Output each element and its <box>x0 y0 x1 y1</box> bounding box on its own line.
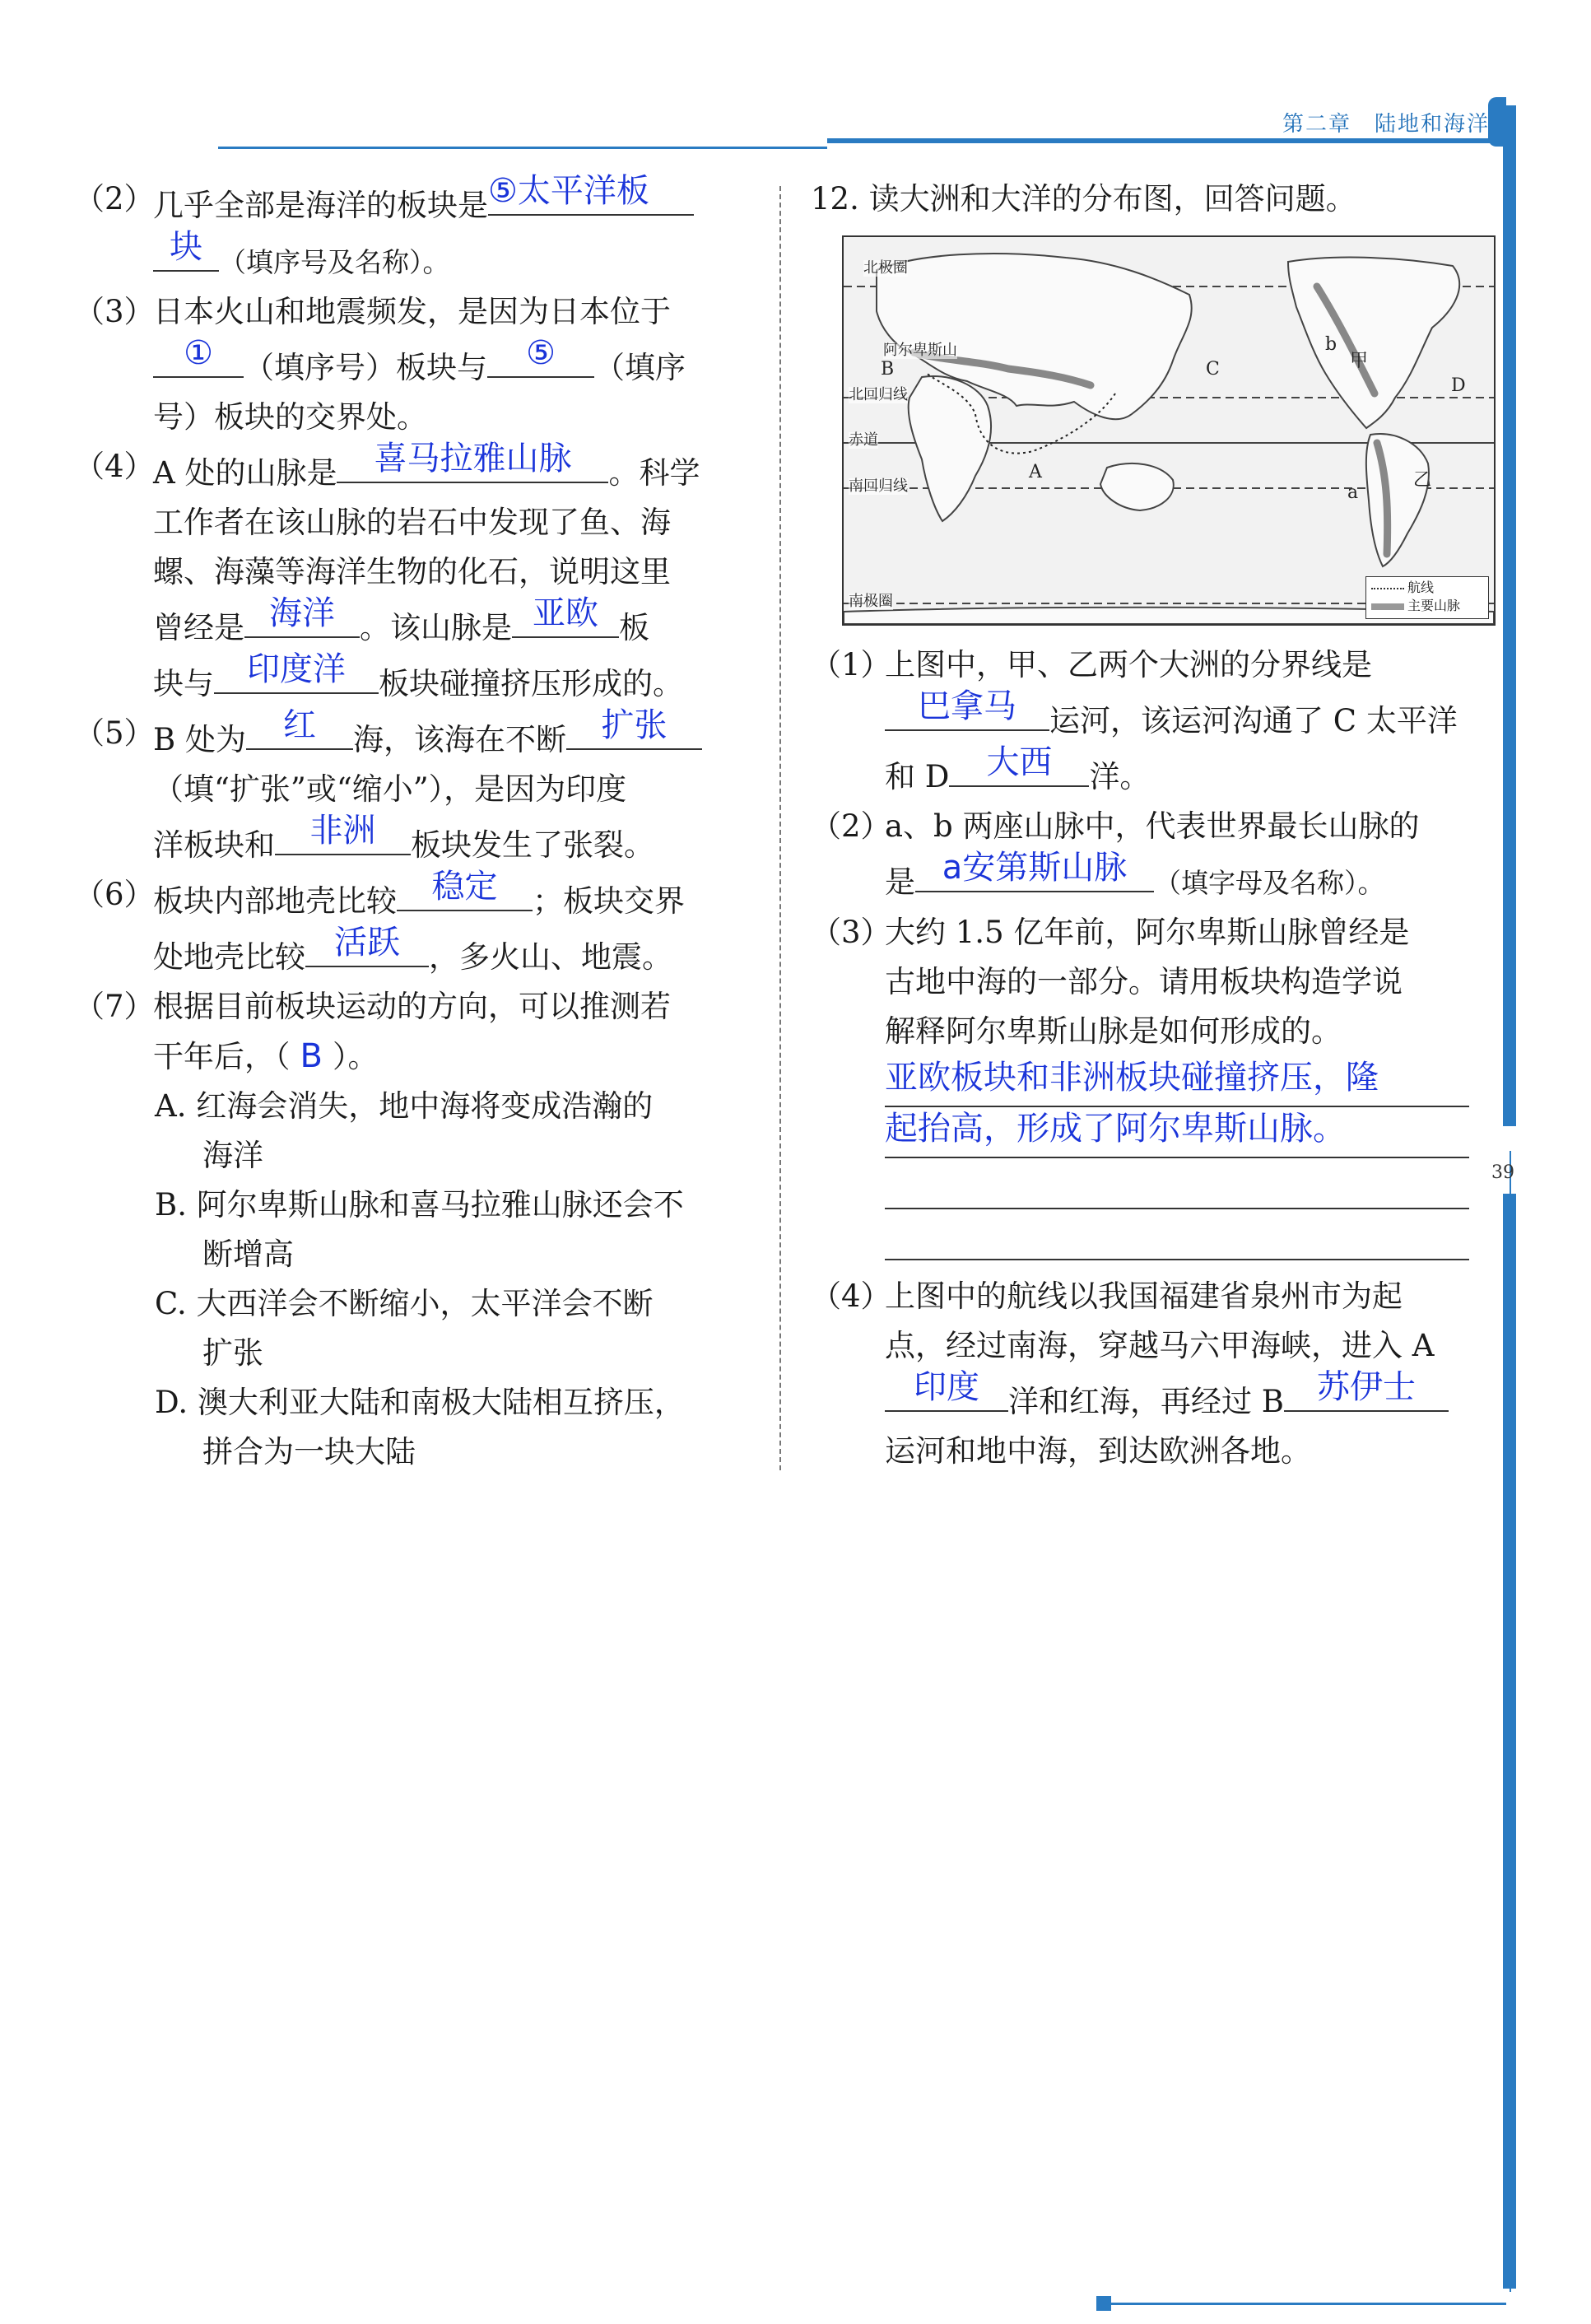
answer-blank[interactable] <box>949 743 1089 787</box>
answer-blank[interactable] <box>246 706 353 750</box>
question-text: 号）板块的交界处。 <box>153 399 427 435</box>
question-text: 运河和地中海，到达欧洲各地。 <box>885 1433 1311 1469</box>
answer-line-1[interactable] <box>885 1056 1469 1107</box>
answer-blank[interactable] <box>915 851 1154 892</box>
question-text: 块与 <box>153 666 214 701</box>
handwritten-answer: 扩张 <box>601 706 668 744</box>
mountain-swatch <box>1371 603 1404 610</box>
question-text: a、b 两座山脉中，代表世界最长山脉的 <box>885 808 1420 844</box>
left-column <box>74 172 749 1477</box>
handwritten-answer: a安第斯山脉 <box>942 849 1128 887</box>
question-4 <box>74 442 749 709</box>
header-rule-thick <box>827 138 1494 143</box>
map-letter-a-mountain: a <box>1347 482 1359 503</box>
choice-option-c[interactable]: C. 大西洋会不断缩小，太平洋会不断 扩张 <box>155 1286 654 1371</box>
question-12-3 <box>811 908 1486 1260</box>
question-text: 解释阿尔卑斯山脉是如何形成的。 <box>885 1013 1342 1049</box>
answer-blank[interactable] <box>488 172 694 216</box>
handwritten-answer: 喜马拉雅山脉 <box>374 440 572 477</box>
question-number: （4） <box>811 1278 891 1314</box>
choice-option-b[interactable]: B. 阿尔卑斯山脉和喜马拉雅山脉还会不 断增高 <box>155 1187 684 1272</box>
answer-blank[interactable] <box>512 594 619 638</box>
page-number: 39 <box>1491 1162 1514 1183</box>
question-text: 洋。 <box>1089 759 1151 794</box>
handwritten-answer: 苏伊士 <box>1316 1368 1416 1406</box>
answer-line-3[interactable] <box>885 1158 1469 1209</box>
question-number: （7） <box>74 989 155 1024</box>
question-text: ，多火山、地震。 <box>429 939 672 975</box>
handwritten-answer: ⑤太平洋板 <box>488 172 649 210</box>
question-number: （2） <box>811 808 891 844</box>
handwritten-answer: ① <box>184 334 213 372</box>
question-text: 螺、海藻等海洋生物的化石，说明这里 <box>153 554 671 589</box>
choice-option-a[interactable]: A. 红海会消失，地中海将变成浩瀚的 海洋 <box>155 1088 654 1173</box>
north-america-continent <box>1288 258 1459 428</box>
label-arctic-circle: 北极圈 <box>863 259 908 277</box>
label-tropic-of-cancer: 北回归线 <box>849 386 908 403</box>
question-text: 洋和红海，再经过 B <box>1008 1384 1284 1419</box>
question-text: （填字母及名称）。 <box>1154 867 1385 899</box>
south-america-continent <box>1366 434 1432 566</box>
handwritten-answer: 亚欧板块和非洲板块碰撞挤压，隆 <box>885 1059 1379 1097</box>
question-text: B 处为 <box>153 722 246 757</box>
question-text: （填序 <box>594 350 686 385</box>
map-legend <box>1365 576 1489 619</box>
world-map-figure <box>842 235 1496 626</box>
question-number: （5） <box>74 715 155 751</box>
question-number: （3） <box>811 915 891 950</box>
question-text: 点，经过南海，穿越马六甲海峡，进入 A <box>885 1328 1435 1363</box>
map-letter-jia: 甲 <box>1350 351 1369 371</box>
answer-line-2[interactable] <box>885 1107 1469 1158</box>
map-letter-b-region: B <box>881 359 895 380</box>
handwritten-answer: 稳定 <box>431 868 498 906</box>
legend-route: 航线 <box>1407 580 1435 595</box>
label-antarctic-circle: 南极圈 <box>849 593 893 610</box>
footer-square <box>1096 2296 1111 2311</box>
question-5 <box>74 706 749 870</box>
handwritten-answer: 非洲 <box>309 812 376 850</box>
question-text: 运河，该运河沟通了 C 太平洋 <box>1049 703 1458 738</box>
answer-line-4[interactable] <box>885 1209 1469 1260</box>
question-text: 根据目前板块运动的方向，可以推测若 <box>153 989 671 1024</box>
map-letter-a-region: A <box>1029 462 1042 482</box>
answer-blank[interactable] <box>337 442 608 483</box>
question-text: ）。 <box>332 1039 379 1074</box>
question-number: （3） <box>74 294 155 329</box>
question-text: 板块碰撞挤压形成的。 <box>379 666 683 701</box>
right-margin-bar-lower <box>1503 1194 1516 2289</box>
map-letter-b-mountain: b <box>1325 334 1337 355</box>
question-text: 和 D <box>885 759 950 794</box>
question-3 <box>74 287 749 442</box>
answer-blank[interactable] <box>153 334 244 378</box>
question-text: 板块发生了张裂。 <box>411 827 654 863</box>
question-text: ；板块交界 <box>533 883 685 919</box>
answer-blank[interactable] <box>487 334 594 378</box>
handwritten-answer: ⑤ <box>526 334 556 372</box>
question-12-1 <box>811 640 1486 802</box>
answer-blank[interactable] <box>566 706 702 750</box>
question-text: 上图中的航线以我国福建省泉州市为起 <box>885 1278 1403 1314</box>
australia-continent <box>1100 463 1174 510</box>
question-text: （填序号）板块与 <box>244 350 487 385</box>
question-text: 海，该海在不断 <box>352 722 566 757</box>
question-text: （填“扩张”或“缩小”），是因为印度 <box>153 771 627 807</box>
question-text: 洋板块和 <box>153 827 275 863</box>
question-2 <box>74 172 749 287</box>
handwritten-answer: 块 <box>170 228 202 266</box>
label-equator: 赤道 <box>849 431 878 449</box>
header-rule-thin <box>218 147 827 149</box>
question-text: 板块内部地壳比较 <box>153 883 397 919</box>
map-graphic <box>844 237 1494 624</box>
answer-blank[interactable] <box>275 814 411 855</box>
map-letter-yi: 乙 <box>1413 470 1432 491</box>
question-text: 大约 1.5 亿年前，阿尔卑斯山脉曾经是 <box>885 915 1410 950</box>
question-text: 上图中，甲、乙两个大洲的分界线是 <box>885 647 1372 682</box>
question-text: A 处的山脉是 <box>153 455 337 491</box>
handwritten-answer: 印度洋 <box>247 650 346 688</box>
right-column <box>811 175 1486 1476</box>
handwritten-answer: B <box>300 1037 323 1075</box>
question-text: 是 <box>885 864 915 900</box>
question-text: 。科学 <box>608 455 700 491</box>
question-text: 干年后，（ <box>153 1039 291 1074</box>
right-margin-bar <box>1503 105 1516 1126</box>
question-12-2 <box>811 802 1486 908</box>
answer-blank[interactable] <box>153 228 219 272</box>
question-text: 古地中海的一部分。请用板块构造学说 <box>885 964 1403 999</box>
question-text: （填序号及名称）。 <box>219 246 450 278</box>
question-text: 几乎全部是海洋的板块是 <box>153 188 488 223</box>
chapter-header: 第二章 陆地和海洋 <box>1282 112 1490 137</box>
handwritten-answer: 大西 <box>986 743 1053 781</box>
label-tropic-of-capricorn: 南回归线 <box>849 477 908 495</box>
legend-mountain: 主要山脉 <box>1407 598 1461 613</box>
question-7 <box>74 982 749 1477</box>
label-alps: 阿尔卑斯山 <box>883 342 957 359</box>
question-number: （6） <box>74 877 155 912</box>
map-letter-c-region: C <box>1206 359 1220 380</box>
answer-blank[interactable] <box>885 1368 1008 1412</box>
question-text: 处地壳比较 <box>153 939 305 975</box>
handwritten-answer: 海洋 <box>269 594 335 632</box>
answer-blank[interactable] <box>397 870 533 911</box>
question-number: （4） <box>74 449 155 484</box>
choice-option-d[interactable]: D. 澳大利亚大陆和南极大陆相互挤压， 拼合为一块大陆 <box>155 1385 685 1469</box>
question-number: （1） <box>811 647 891 682</box>
answer-blank[interactable] <box>244 594 360 638</box>
question-text: 工作者在该山脉的岩石中发现了鱼、海 <box>153 505 671 540</box>
question-12-4 <box>811 1272 1486 1476</box>
africa-continent <box>909 376 991 521</box>
question-text: 曾经是 <box>153 610 244 645</box>
answer-blank[interactable] <box>305 926 429 967</box>
answer-blank[interactable] <box>1284 1368 1449 1412</box>
column-divider <box>779 186 781 1470</box>
handwritten-answer: 活跃 <box>334 924 400 962</box>
question-6 <box>74 870 749 982</box>
handwritten-answer: 起抬高，形成了阿尔卑斯山脉。 <box>885 1110 1346 1148</box>
footer-rule <box>1103 2303 1506 2305</box>
handwritten-answer: 亚欧 <box>533 594 598 632</box>
question-text: 板 <box>619 610 649 645</box>
handwritten-answer: 印度 <box>914 1368 979 1406</box>
question-number: （2） <box>74 181 155 217</box>
handwritten-answer: 红 <box>282 706 316 744</box>
question-12-title: 12. 读大洲和大洋的分布图，回答问题。 <box>811 181 1356 217</box>
question-text: 日本火山和地震频发，是因为日本位于 <box>153 294 671 329</box>
answer-blank[interactable] <box>214 650 379 694</box>
route-swatch <box>1371 588 1404 589</box>
answer-blank[interactable] <box>885 687 1049 731</box>
map-letter-d-region: D <box>1451 375 1466 396</box>
handwritten-answer: 巴拿马 <box>918 687 1016 725</box>
question-text: 。该山脉是 <box>360 610 512 645</box>
